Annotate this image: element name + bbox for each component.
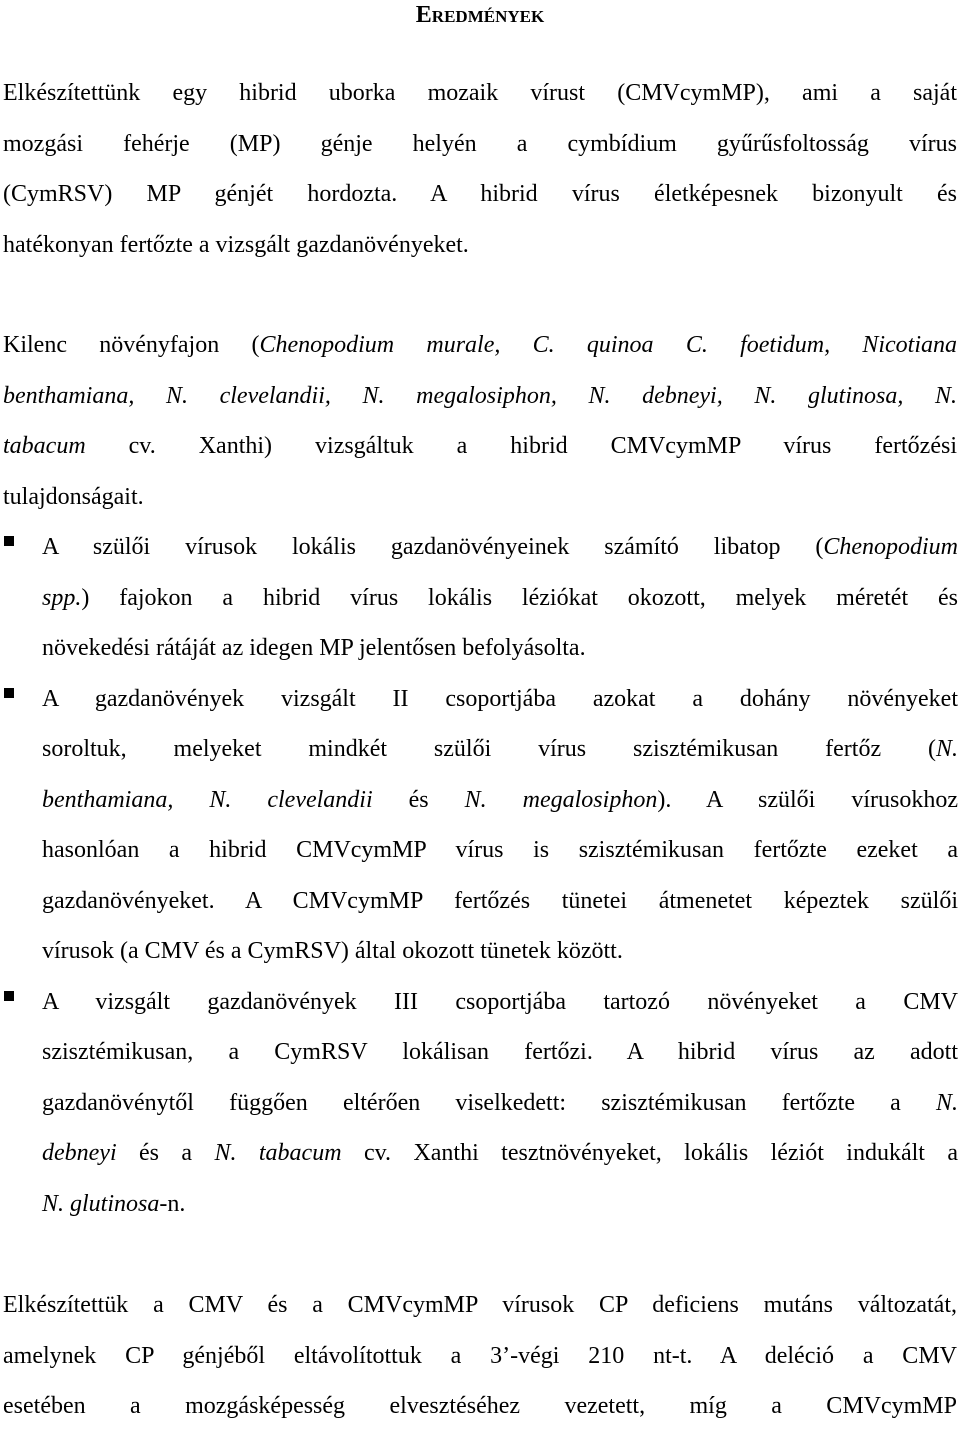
text-line	[42, 1179, 958, 1230]
section-heading: Eredmények	[415, 2, 545, 28]
text-line: (CymRSV) MP génjét hordozta. A hibrid vírus életképesnek bizonyult és	[3, 181, 957, 207]
text-line: A gazdanövények vizsgált II csoportjába azokat a dohány növényeket	[42, 685, 958, 712]
text-span: és	[372, 786, 465, 813]
text-line	[42, 1128, 958, 1179]
species-name: N. megalosiphon	[464, 786, 658, 813]
species-name: benthamiana, N. clevelandii	[42, 786, 373, 813]
text-line: mozgási fehérje (MP) génje helyén a cymbídium gyűrűsfoltosság vírus	[3, 130, 957, 157]
text-line	[3, 371, 957, 422]
text-line: vírusok (a CMV és a CymRSV) által okozott tünetek között.	[42, 938, 623, 964]
text-line	[3, 421, 957, 472]
text-line: hasonlóan a hibrid CMVcymMP vírus is szisztémikusan fertőzte ezeket a	[42, 837, 958, 863]
paragraph-cp-deficient	[3, 1280, 957, 1432]
square-bullet-icon	[4, 536, 14, 546]
bullet-item-local-hosts	[0, 522, 960, 674]
species-name: spp.	[42, 584, 82, 611]
text-span: és a	[116, 1140, 215, 1166]
text-span: gazdanövénytől függően eltérően viselkedett: szisztémikusan fertőzte a	[42, 1089, 936, 1116]
text-line: gazdanövényeket. A CMVcymMP fertőzés tünetei átmenetet képeztek szülői	[42, 887, 958, 914]
paragraph-hosts	[3, 320, 957, 522]
results-bullet-list	[0, 522, 960, 1229]
text-line: amelynek CP génjéből eltávolítottuk a 3’-végi 210 nt-t. A deléció a CMV	[3, 1342, 957, 1369]
text-span: ). A szülői vírusokhoz	[657, 786, 959, 813]
text-line: tulajdonságait.	[3, 483, 144, 510]
text-line: Elkészítettük a CMV és a CMVcymMP vírusok CP deficiens mutáns változatát,	[3, 1292, 957, 1318]
species-name: tabacum	[3, 433, 86, 459]
text-span: ) fajokon a hibrid vírus lokális léziókat okozott, melyek méretét és	[81, 584, 958, 611]
text-span: cv. Xanthi tesztnövényeket, lokális léziót indukált a	[341, 1140, 958, 1166]
bullet-item-group-two	[0, 674, 960, 977]
text-line	[42, 522, 958, 573]
text-span: A szülői vírusok lokális gazdanövényeinek számító libatop (	[42, 534, 824, 560]
species-name: N. tabacum	[214, 1140, 342, 1166]
text-span: -n.	[159, 1190, 186, 1217]
text-line	[42, 724, 958, 775]
species-name: Chenopodium murale, C. quinoa C. foetidum, Nicotiana	[259, 332, 957, 358]
text-line	[42, 1078, 958, 1129]
text-span: cv. Xanthi) vizsgáltuk a hibrid CMVcymMP vírus fertőzési	[85, 433, 957, 459]
square-bullet-icon	[4, 991, 14, 1001]
text-line	[42, 573, 958, 624]
species-name: Chenopodium	[823, 534, 958, 560]
text-line: szisztémikusan, a CymRSV lokálisan fertőzi. A hibrid vírus az adott	[42, 1039, 958, 1065]
text-line: Elkészítettünk egy hibrid uborka mozaik vírust (CMVcymMP), ami a saját	[3, 80, 957, 106]
species-name: N.	[935, 736, 958, 762]
text-line: esetében a mozgásképesség elvesztéséhez vezetett, míg a CMVcymMP	[3, 1393, 957, 1419]
text-span: soroltuk, melyeket mindkét szülői vírus szisztémikusan fertőz (	[42, 736, 936, 762]
text-line: hatékonyan fertőzte a vizsgált gazdanövényeket.	[3, 231, 469, 258]
text-line: növekedési rátáját az idegen MP jelentősen befolyásolta.	[42, 635, 586, 661]
bullet-item-group-three	[0, 977, 960, 1230]
paragraph-intro	[3, 68, 957, 270]
species-name: benthamiana, N. clevelandii, N. megalosiphon, N. debneyi, N. glutinosa, N.	[3, 382, 957, 409]
species-name: N. glutinosa	[42, 1190, 160, 1217]
text-line	[42, 775, 958, 826]
text-span: Kilenc növényfajon (	[3, 332, 260, 358]
text-line	[3, 320, 957, 371]
square-bullet-icon	[4, 688, 14, 698]
species-name: debneyi	[42, 1140, 117, 1166]
species-name: N.	[935, 1089, 958, 1116]
text-line: A vizsgált gazdanövények III csoportjába tartozó növényeket a CMV	[42, 988, 958, 1015]
